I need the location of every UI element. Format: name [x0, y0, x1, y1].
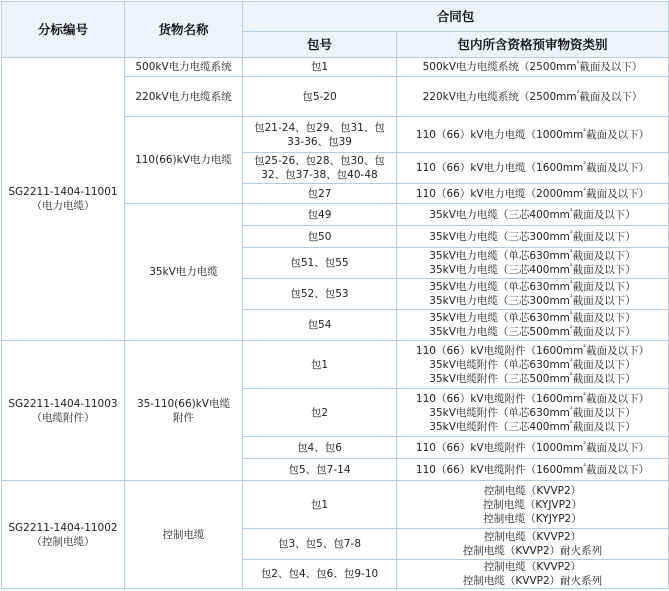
package-no-cell: 包5-20	[243, 77, 397, 117]
tender-table	[1, 1, 669, 589]
category-item: 35kV电缆附件（单芯$630mm^{^2}$截面及以下）	[429, 357, 636, 371]
category-item: 35kV电力电缆（三芯$400mm^{^2}$截面及以下）	[429, 262, 636, 276]
category-item: 35kV电力电缆（三芯$300mm^{^2}$截面及以下）	[429, 229, 636, 243]
category-item: 控制电缆（KVVP2）	[483, 531, 582, 543]
category-item: 控制电缆（KVVP2）耐火系列	[462, 575, 603, 587]
package-no-cell: 包54	[243, 310, 397, 341]
category-item: 35kV电缆附件（三芯$400mm^{^2}$截面及以下）	[429, 419, 636, 433]
section-no-cell: SG2211-1404-11002 （控制电缆）	[2, 481, 125, 589]
package-categories-cell	[397, 248, 669, 279]
category-item: 35kV电力电缆（三芯$500mm^{^2}$截面及以下）	[429, 324, 636, 338]
package-no-cell: 包52、包53	[243, 279, 397, 310]
goods-name-cell: 控制电缆	[125, 481, 243, 589]
package-no-cell: 包1	[243, 341, 397, 389]
header-contract-package: 合同包	[243, 2, 669, 32]
package-categories-cell	[397, 226, 669, 248]
header-package-categories: 包内所含资格预审物资类别	[397, 32, 669, 58]
package-no-cell: 包2	[243, 389, 397, 437]
category-item: 控制电缆（KVVP2）	[483, 484, 582, 497]
table-row	[2, 341, 669, 389]
category-item: 110（66）kV电力电缆（$2000mm^{^2}$截面及以下）	[415, 186, 650, 200]
header-goods-name: 货物名称	[125, 2, 243, 58]
category-item: 110（66）kV电力电缆（$1600mm^{^2}$截面及以下）	[415, 160, 650, 174]
category-item: 110（66）kV电缆附件（$1600mm^{^2}$截面及以下）	[415, 391, 650, 405]
table-row	[2, 481, 669, 529]
package-categories-cell	[397, 117, 669, 153]
header-package-no: 包号	[243, 32, 397, 58]
category-item: 110（66）kV电力电缆（$1000mm^{^2}$截面及以下）	[415, 127, 650, 141]
package-no-cell: 包21-24、包29、包31、包 33-36、包39	[243, 117, 397, 153]
section-no-cell: SG2211-1404-11001 （电力电缆）	[2, 58, 125, 341]
package-categories-cell	[397, 184, 669, 204]
package-categories-cell	[397, 279, 669, 310]
category-item: 35kV电缆附件（三芯$500mm^{^2}$截面及以下）	[429, 371, 636, 385]
table-body	[2, 58, 669, 589]
table-header	[2, 2, 669, 58]
package-categories-cell	[397, 310, 669, 341]
category-item: 110（66）kV电缆附件（$1000mm^{^2}$截面及以下）	[415, 440, 650, 454]
package-no-cell: 包5、包7-14	[243, 459, 397, 481]
table-row	[2, 58, 669, 77]
package-categories-cell	[397, 481, 669, 529]
section-no-cell: SG2211-1404-11003 （电缆附件）	[2, 341, 125, 481]
category-item: 控制电缆（KYJYP2）	[483, 512, 582, 525]
package-categories-cell	[397, 437, 669, 459]
header-section-no: 分标编号	[2, 2, 125, 58]
package-categories-cell	[397, 341, 669, 389]
category-item: 35kV电缆附件（单芯$630mm^{^2}$截面及以下）	[429, 405, 636, 419]
package-no-cell: 包3、包5、包7-8	[243, 529, 397, 560]
package-no-cell: 包25-26、包28、包30、包 32、包37-38、包40-48	[243, 153, 397, 184]
goods-name-cell: 220kV电力电缆系统	[125, 77, 243, 117]
package-no-cell: 包27	[243, 184, 397, 204]
package-categories-cell	[397, 204, 669, 226]
package-categories-cell	[397, 459, 669, 481]
package-categories-cell	[397, 529, 669, 560]
category-item: 220kV电力电缆系统（$2500mm^{^2}$截面及以下）	[422, 89, 643, 103]
category-item: 控制电缆（KVVP2）	[483, 561, 582, 573]
package-categories-cell	[397, 77, 669, 117]
package-categories-cell	[397, 153, 669, 184]
category-item: 控制电缆（KYJVP2）	[482, 498, 583, 511]
goods-name-cell: 35kV电力电缆	[125, 204, 243, 341]
package-no-cell: 包1	[243, 481, 397, 529]
category-item: 35kV电力电缆（三芯$300mm^{^2}$截面及以下）	[429, 293, 636, 307]
package-no-cell: 包49	[243, 204, 397, 226]
goods-name-cell: 110(66)kV电力电缆	[125, 117, 243, 204]
category-item: 110（66）kV电缆附件（$1600mm^{^2}$截面及以下）	[415, 343, 650, 357]
package-categories-cell	[397, 389, 669, 437]
category-item: 控制电缆（KVVP2）耐火系列	[462, 545, 603, 557]
package-no-cell: 包4、包6	[243, 437, 397, 459]
package-no-cell: 包2、包4、包6、包9-10	[243, 560, 397, 589]
package-categories-cell	[397, 58, 669, 77]
category-item: 500kV电力电缆系统（$2500mm^{^2}$截面及以下）	[422, 59, 643, 73]
category-item: 35kV电力电缆（单芯$630mm^{^2}$截面及以下）	[429, 248, 636, 262]
category-item: 35kV电力电缆（三芯$400mm^{^2}$截面及以下）	[429, 207, 636, 221]
category-item: 35kV电力电缆（单芯$630mm^{^2}$截面及以下）	[429, 279, 636, 293]
package-categories-cell	[397, 560, 669, 589]
category-item: 35kV电力电缆（单芯$630mm^{^2}$截面及以下）	[429, 310, 636, 324]
goods-name-cell: 500kV电力电缆系统	[125, 58, 243, 77]
package-no-cell: 包51、包55	[243, 248, 397, 279]
goods-name-cell: 35-110(66)kV电缆 附件	[125, 341, 243, 481]
package-no-cell: 包1	[243, 58, 397, 77]
category-item: 110（66）kV电缆附件（$1600mm^{^2}$截面及以下）	[415, 462, 650, 476]
package-no-cell: 包50	[243, 226, 397, 248]
